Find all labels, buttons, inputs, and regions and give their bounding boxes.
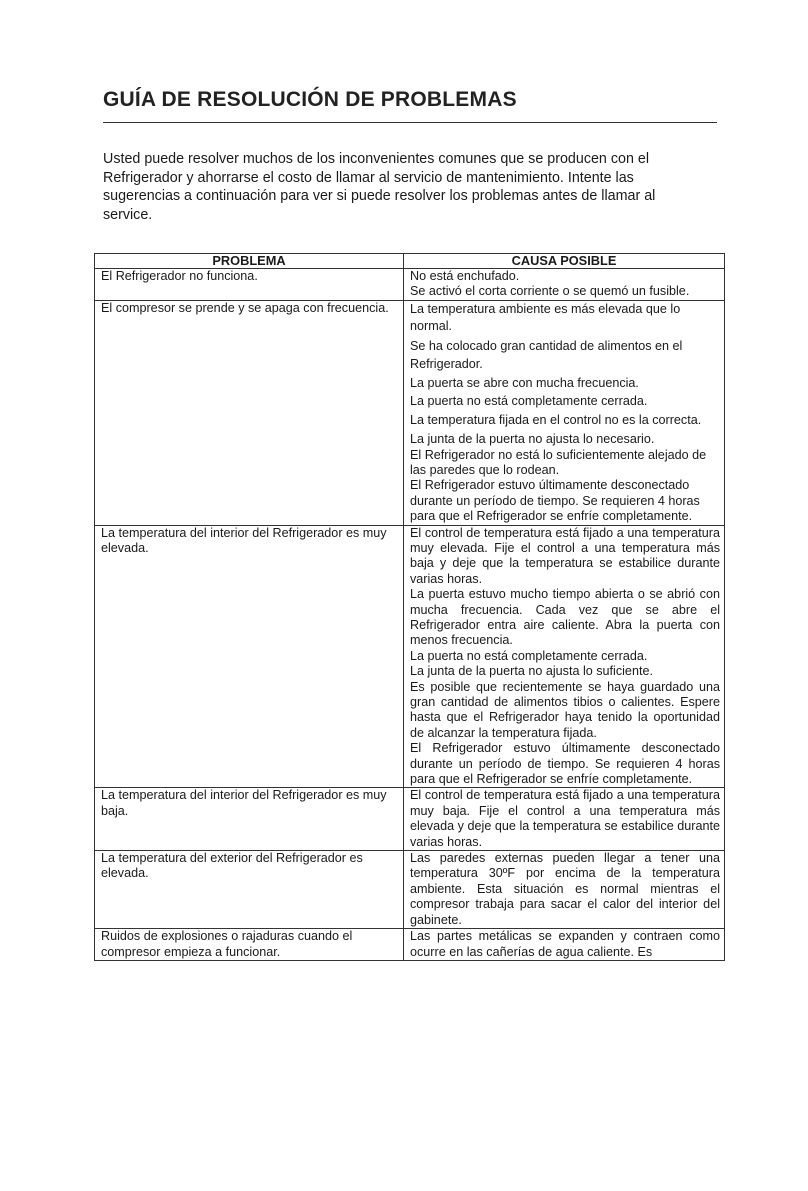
cause-item: La temperatura ambiente es más elevada que lo normal. [410, 301, 681, 334]
cause-cell [404, 929, 725, 961]
problem-cell: Ruidos de explosiones o rajaduras cuando el compresor empieza a funcionar. [95, 929, 404, 961]
cause-cell [404, 525, 725, 788]
cause-item: Las paredes externas pueden llegar a tener una temperatura 30ºF por encima de la temperatura ambiente. Esta situación es normal mientras el compresor trabaja para sacar el calor del interior del gabinete. [410, 851, 720, 927]
table-row [95, 300, 725, 525]
cause-item: No está enchufado. [410, 269, 520, 283]
table-row [95, 929, 725, 961]
table-header-row [95, 254, 725, 269]
problem-cell: La temperatura del interior del Refrigerador es muy baja. [95, 788, 404, 851]
problem-cell: La temperatura del exterior del Refrigerador es elevada. [95, 851, 404, 929]
troubleshooting-table [94, 253, 725, 961]
table-row [95, 269, 725, 301]
cause-item: El Refrigerador estuvo últimamente desconectado durante un período de tiempo. Se requieren 4 horas para que el Refrigerador se enfríe completamente. [410, 741, 720, 787]
cause-cell [404, 851, 725, 929]
cause-item: La junta de la puerta no ajusta lo necesario. [410, 432, 655, 447]
cause-cell [404, 269, 725, 301]
cause-item: La temperatura fijada en el control no es la correcta. [410, 413, 702, 427]
cause-item: Es posible que recientemente se haya guardado una gran cantidad de alimentos tibios o calientes. Espere hasta que el Refrigerador haya tenido la oportunidad de alcanzar la temperatura fijada. [410, 679, 720, 740]
cause-item: Se ha colocado gran cantidad de alimentos en el Refrigerador. [410, 339, 683, 371]
cause-cell [404, 788, 725, 851]
problem-cell: La temperatura del interior del Refrigerador es muy elevada. [95, 525, 404, 788]
header-cause: CAUSA POSIBLE [404, 254, 725, 269]
problem-cell: El Refrigerador no funciona. [95, 269, 404, 301]
cause-item: El Refrigerador estuvo últimamente desconectado durante un período de tiempo. Se requieren 4 horas para que el Refrigerador se enfríe completamente. [410, 478, 700, 524]
page-title: GUÍA DE RESOLUCIÓN DE PROBLEMAS [103, 88, 517, 111]
problem-cell: El compresor se prende y se apaga con frecuencia. [95, 300, 404, 525]
cause-item: La puerta no está completamente cerrada. [410, 648, 648, 663]
cause-item: La junta de la puerta no ajusta lo suficiente. [410, 664, 653, 679]
table-row [95, 788, 725, 851]
cause-item: El control de temperatura está fijado a una temperatura muy elevada. Fije el control a una temperatura más baja y deje que la temperatura se estabilice durante varias horas. [410, 525, 720, 586]
cause-cell [404, 300, 725, 525]
table-row [95, 525, 725, 788]
cause-item: Las partes metálicas se expanden y contraen como ocurre en las cañerías de agua caliente. Es [410, 929, 720, 959]
cause-item: El Refrigerador no está lo suficientemente alejado de las paredes que lo rodean. [410, 447, 707, 477]
cause-item: La puerta se abre con mucha frecuencia. [410, 376, 639, 390]
table-row [95, 851, 725, 929]
title-divider [103, 122, 717, 123]
cause-item: La puerta no está completamente cerrada. [410, 394, 648, 408]
cause-item: La puerta estuvo mucho tiempo abierta o se abrió con mucha frecuencia. Cada vez que se abre el Refrigerador entra aire caliente. Abra la puerta con menos frecuencia. [410, 587, 720, 648]
intro-paragraph: Usted puede resolver muchos de los inconvenientes comunes que se producen con el Refrigerador y ahorrarse el costo de llamar al servicio de mantenimiento. Intente las sugerencias a continuación para ver si puede resolver los problemas antes de llamar al service. [103, 151, 656, 223]
cause-item: Se activó el corta corriente o se quemó un fusible. [410, 284, 690, 299]
header-problem: PROBLEMA [95, 254, 404, 269]
cause-item: El control de temperatura está fijado a una temperatura muy baja. Fije el control a una temperatura más elevada y deje que la temperatura se estabilice durante varias horas. [410, 788, 720, 849]
